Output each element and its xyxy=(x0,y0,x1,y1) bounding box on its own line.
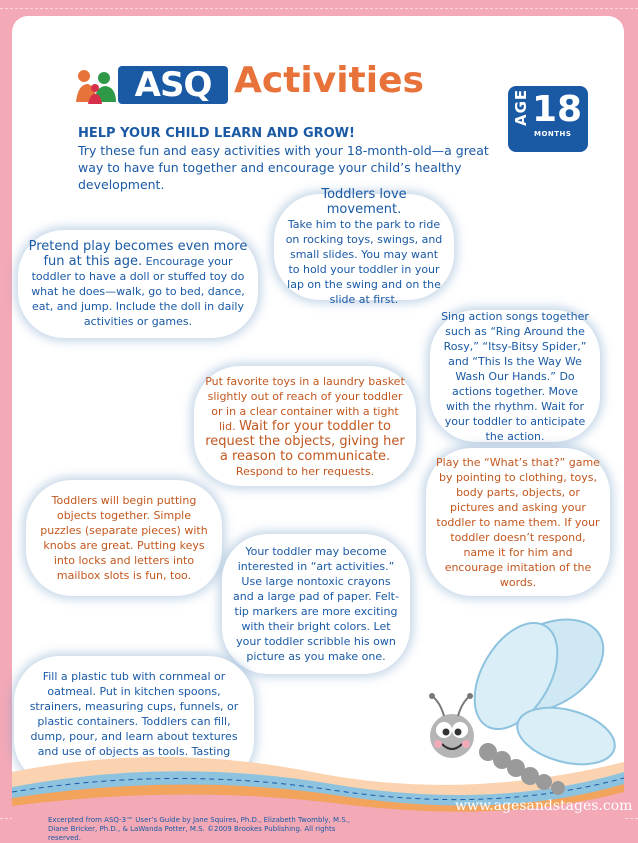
activity-art xyxy=(222,534,410,674)
footer-credit: Excerpted from ASQ-3™ User’s Guide by Jane Squires, Ph.D., Elizabeth Twombly, M.S., Diane Bricker, Ph.D., & LaWanda Potter, M.S. ©2009 Brookes Publishing. All rights reserved. xyxy=(48,816,351,842)
activity-pretend-body: Encourage your toddler to have a doll or stuffed toy do what he does—walk, go to bed, dance, eat, and jump. Include the doll in daily activities or games. xyxy=(31,255,245,328)
age-number: 18 xyxy=(532,89,583,130)
activity-songs-text: Sing action songs together such as “Ring Around the Rosy,” “Itsy-Bitsy Spider,” and “This Is the Way We Wash Our Hands.” Do actions together. Move with the rhythm. Wait for your toddler to anticipate the action. xyxy=(441,309,589,443)
activity-whats-that-text: Play the “What’s that?” game by pointing to clothing, toys, body parts, objects, or pictures and asking your toddler to name them. If your toddler doesn’t respond, name it for him and encourage imitation of the words. xyxy=(436,455,600,589)
activity-laundry-emphasis: Wait for your toddler to request the objects, giving her a reason to communicate. xyxy=(205,418,405,464)
activity-movement-body: Take him to the park to ride on rocking toys, swings, and small slides. You may want to hold your toddler in your lap on the swing and on the slide at first. xyxy=(285,218,443,306)
activity-pretend xyxy=(18,230,258,338)
activity-laundry-lead: Put favorite toys in a laundry basket slightly out of reach of your toddler or in a clear container with a tight lid. xyxy=(205,374,405,433)
activity-page xyxy=(12,16,624,842)
activity-songs xyxy=(430,310,600,442)
activity-laundry xyxy=(194,366,416,486)
website-link[interactable]: www.agesandstages.com xyxy=(455,798,633,814)
age-label: AGE xyxy=(512,88,530,126)
activity-movement xyxy=(274,187,454,306)
activity-puzzles-text: Toddlers will begin putting objects together. Simple puzzles (separate pieces) with knobs are great. Putting keys into locks and letters into mailbox slots is fun, too. xyxy=(40,494,208,582)
activity-art-text: Your toddler may become interested in “art activities.” Use large nontoxic crayons and a large pad of paper. Felt-tip markers are more exciting with their bright colors. Let your toddler scribble his own picture as you make one. xyxy=(233,545,399,663)
age-badge xyxy=(508,86,588,152)
age-unit: MONTHS xyxy=(534,130,572,138)
activity-cornmeal-text: Fill a plastic tub with cornmeal or oatmeal. Put in kitchen spoons, strainers, measuring cups, funnels, or plastic containers. Toddlers can fill, dump, pour, and learn about textures and use of objects as tools. Tasting xyxy=(29,669,239,758)
page-title: Activities xyxy=(234,60,424,101)
asq-logo-text: ASQ xyxy=(118,66,228,104)
asq-family-logo-icon xyxy=(74,68,118,106)
page-heading: HELP YOUR CHILD LEARN AND GROW! xyxy=(78,126,355,141)
dragonfly-illustration xyxy=(396,596,622,806)
intro-text: Try these fun and easy activities with your 18-month-old—a great way to have fun together and encourage your child’s healthy development. xyxy=(78,143,489,192)
activity-whats-that xyxy=(426,448,610,596)
activity-movement-lead: Toddlers love movement. xyxy=(321,187,407,217)
activity-laundry-tail: Respond to her requests. xyxy=(235,464,375,478)
activity-puzzles xyxy=(26,480,222,596)
activity-pretend-lead: Pretend play becomes even more fun at this age. xyxy=(28,239,248,269)
